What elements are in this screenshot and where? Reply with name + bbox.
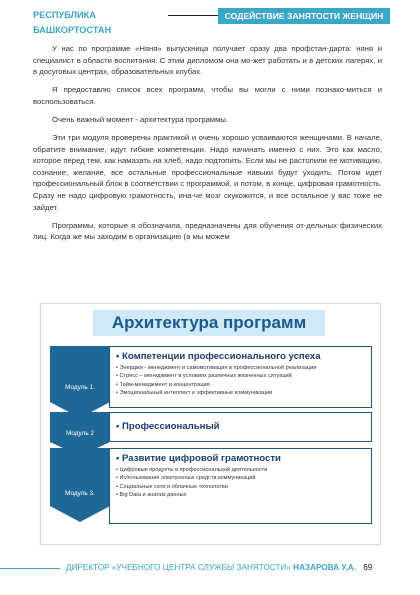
paragraph: Эти три модуля проверены практикой и очень хорошо усваиваются женщинами. В начале, обратите внимание, идут гибкие компетенции. Надо начинать именно с них. Это как масло, которое перед тем, как намазать на хлеб, надо подтопить. Если мы не растопили ее мотивацию, сознание, желание, все остальные профессиональные навыки будут уходить. Потом идет профессиональный блок в соответствии с программой, и потом, в конце, цифровая грамотность. Сразу не надо цифровую грамотность, ина-че мозг скукожится, и все остальное у вас тоже не зайдет.	[33, 133, 382, 212]
module-2-label: Модуль 2	[66, 430, 94, 437]
module-3-heading: • Развитие цифровой грамотности	[116, 453, 281, 464]
module-1-heading: • Компетенции профессионального успеха	[116, 351, 321, 362]
module-1-box	[109, 346, 372, 408]
paragraph: Программы, которые я обозначила, предназначены для обучения от-дельных физических лиц. Когда же мы заходим в организацию (а мы можем	[33, 220, 382, 242]
header-divider	[168, 15, 218, 16]
footer-author: НАЗАРОВА У.А.	[293, 563, 356, 572]
list-item: • Тайм-менеджмент и концентрация	[116, 381, 210, 388]
module-1-list	[110, 364, 371, 398]
list-item: • Эмоциональный интеллект и эффективные коммуникации	[116, 390, 273, 397]
paragraph: Очень важный момент - архитектура программы.	[52, 114, 229, 124]
list-item: • Big Data и анализ данных	[116, 492, 187, 499]
program-architecture-figure	[40, 303, 381, 545]
list-item: • Стресс – менеджмент в условиях различных жизненных ситуаций	[116, 373, 292, 380]
module-3-box	[109, 448, 372, 524]
figure-title: Архитектура программ	[111, 313, 307, 332]
chevron-down-icon	[50, 448, 110, 522]
paragraph: Я предоставлю список всех программ, чтобы вы могли с ними познако-миться и воспользоваться.	[33, 85, 382, 106]
module-3-label: Модуль 3.	[65, 490, 95, 497]
footer-divider	[0, 568, 60, 569]
chevron-down-icon	[50, 346, 110, 418]
list-item: • Использование электронных средств коммуникаций	[116, 475, 256, 482]
list-item: • Цифровые продукты в профессиональной деятельности	[116, 467, 268, 473]
list-item: • Энерджи - менеджмент и самомотивация в профессиональной реализации	[116, 365, 317, 371]
module-1-chevron	[50, 346, 110, 418]
module-1-label: Модуль 1.	[65, 384, 95, 391]
figure-title-banner	[93, 310, 325, 336]
header-region: РЕСПУБЛИКА БАШКОРТОСТАН	[33, 8, 168, 23]
module-2-heading: • Профессиональный	[116, 421, 220, 432]
module-2-box	[109, 412, 372, 442]
paragraph: У нас по программе «Няня» выпускница получает сразу два профстан-дарта: няня и специалист в области воспитания. С этим дипломом она мо-жет работать и в детских лагерях, и в досуговых центрах, образовательных клубах.	[33, 44, 382, 77]
page-footer	[66, 563, 372, 572]
list-item: • Социальные сети и облачные технологии	[116, 483, 228, 490]
header-section-title: СОДЕЙСТВИЕ ЗАНЯТОСТИ ЖЕНЩИН	[218, 8, 390, 24]
page-number: 69	[363, 563, 373, 572]
module-3-list	[110, 466, 371, 500]
footer-text: ДИРЕКТОР «УЧЕБНОГО ЦЕНТРА СЛУЖБЫ ЗАНЯТОСТИ»	[66, 563, 291, 572]
article-body	[33, 43, 382, 249]
module-3-chevron	[50, 448, 110, 522]
